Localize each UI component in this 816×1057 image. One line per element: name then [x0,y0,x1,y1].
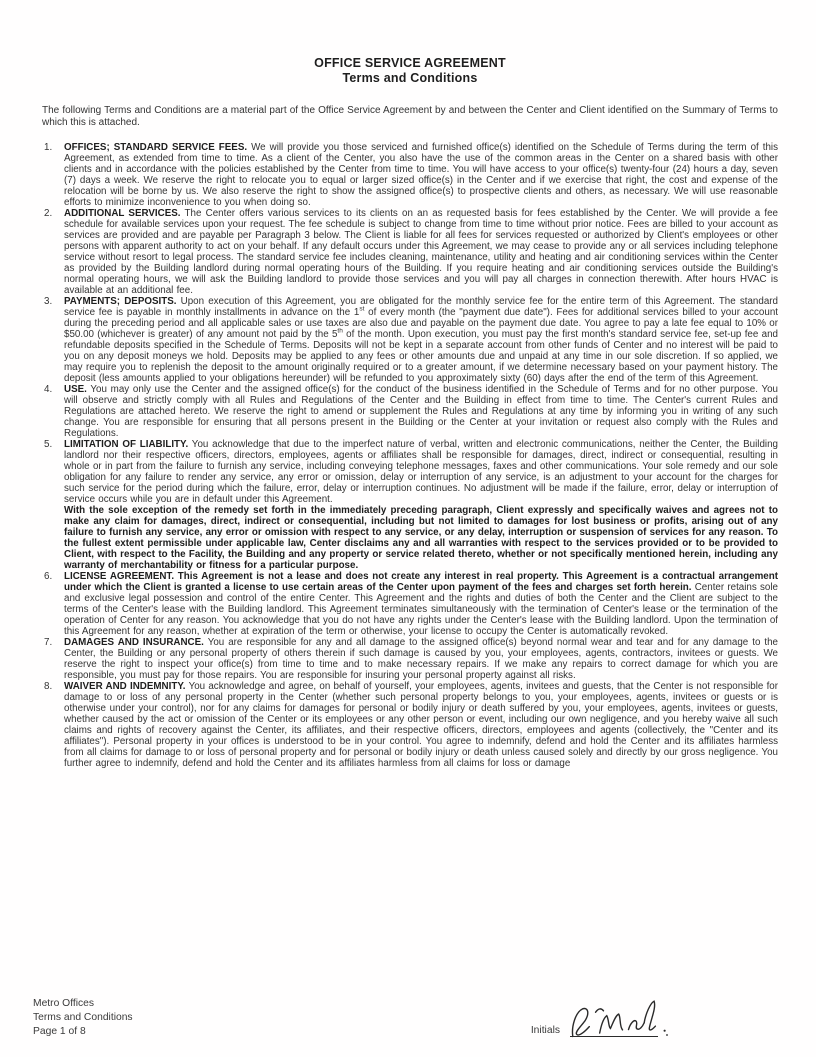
initials-signature-line [570,1024,658,1037]
section-number: 4. [44,384,53,396]
period-mark [666,1034,668,1036]
section-limitation-of-liability [42,439,778,571]
section-number: 2. [44,208,53,220]
section-number: 6. [44,571,53,583]
section-number: 8. [44,681,53,693]
intro-paragraph: The following Terms and Conditions are a material part of the Office Service Agreement by and between the Center and Client identified on the Summary of Terms to which this is attached. [42,105,778,128]
terms-sections-list [42,142,778,769]
footer-page-number: Page 1 of 8 [33,1026,86,1037]
section-paragraph: LICENSE AGREEMENT. This Agreement is not a lease and does not create any interest in real property. This Agreement is a contractual arrangement under which the Client is granted a license to use certain areas of the Center upon payment of the fees and charges set forth herein. Center retains sole and exclusive legal possession and control of the entire Center. This Agreement and the rights and duties of both the Center and the Client are subject to the terms of the Center's lease with the Building landlord. This Agreement terminates simultaneously with the termination of Center's lease or the termination of the operation of Center for any reason. You acknowledge that you do not have any rights under the Center's lease with the Building landlord. Upon the termination of this Agreement for any reason, whether at expiration of the term or otherwise, your license to occupy the Center is automatically revoked. [64,571,778,638]
section-offices-standard-service-fees [42,142,778,208]
title-line-1: OFFICE SERVICE AGREEMENT [314,56,506,70]
section-body [64,571,778,637]
section-body [64,142,778,208]
title-line-2: Terms and Conditions [342,71,478,85]
page-footer [33,997,778,1039]
section-additional-services [42,208,778,296]
section-paragraph: WAIVER AND INDEMNITY. You acknowledge and agree, on behalf of yourself, your employees, agents, invitees and guests, that the Center is not responsible for damage to or loss of any personal property in the Center (whether such personal property belongs to you, your employees, agents, invitees or guests or is otherwise under your control), nor for any claims for damages for personal or bodily injury or death suffered by you, your employees, agents, invitees or guests, whether caused by the act or omission of the Center or its employees or any other person or event, including our own negligence, and you hereby waive all such claims and rights of recovery against the Center, its affiliates, and their respective officers, directors, employees and agents (collectively, the "Center and its affiliates"). Personal property in your offices is understood to be in your control. You agree to indemnify, defend and hold the Center and its affiliates harmless from all claims for damage to or loss of personal property and for personal or bodily injury or death unless caused solely and directly by our gross negligence. You further agree to indemnify, defend and hold the Center and its affiliates harmless from all claims for loss or damage [64,681,778,770]
section-payments-deposits [42,296,778,384]
handwritten-initials-icon [565,995,675,1045]
section-body [64,296,778,384]
section-paragraph: LIMITATION OF LIABILITY. You acknowledge that due to the imperfect nature of verbal, written and electronic communications, neither the Center, the Building landlord nor their respective officers, directors, employees, agents or affiliates shall be responsible for damages, direct, indirect or consequential, resulting in whole or in part from the failure to furnish any service, including conveying telephone messages, faxes and other communications. Your sole remedy and our sole obligation for any failure to render any service, any error or omission, delay or interruption of any service, is an adjustment to your account for the charges for such service for the period during which the failure, error, delay or interruption continues. No adjustment will be made if the failure, error, delay or interruption of service occurs while you are in default under this Agreement. [64,439,778,506]
section-body [64,208,778,296]
section-paragraph: DAMAGES AND INSURANCE. You are responsible for any and all damage to the assigned office(s) beyond normal wear and tear and for any damage to the Center, the Building or any personal property of others therein if such damage is caused by you, your employees, agents, contractors, invitees or guests. We reserve the right to inspect your office(s) from time to time and to make necessary repairs. If we make any repairs to correct damage for which you are responsible, you must pay for those repairs. You are responsible for insuring your personal property against all risks. [64,637,778,682]
footer-company-name: Metro Offices [33,998,95,1009]
section-waiver-and-indemnity [42,681,778,769]
document-title [42,56,778,86]
section-use [42,384,778,439]
initials-block [531,1024,658,1037]
section-damages-and-insurance [42,637,778,681]
section-number: 3. [44,296,53,308]
section-body [64,439,778,571]
footer-document-name: Terms and Conditions [33,1012,133,1023]
section-number: 5. [44,439,53,451]
section-number: 7. [44,637,53,649]
footer-info [33,997,133,1039]
section-paragraph: ADDITIONAL SERVICES. The Center offers various services to its clients on an as requested basis for fees established by the Center. We will provide a fee schedule for available services upon your request. The fee schedule is subject to change from time to time without prior notice. Fees are billed to your account as services are provided and are payable per Paragraph 3 below. The Client is liable for all fees for services requested or authorized by Client's employees or other persons with apparent authority to act on your behalf. If any default occurs under this Agreement, we may cease to provide any or all services including telephone service without resort to legal process. The standard service fee includes cleaning, maintenance, utility and heating and air conditioning services within the Center as provided by the Building landlord during normal operating hours of the Building. If you require heating and air conditioning services outside the Building's normal operating hours, we will ask the Building landlord to provide those services and you will pay all charges in connection therewith. After hours HVAC is available at an additional fee. [64,208,779,297]
section-paragraph: OFFICES; STANDARD SERVICE FEES. We will provide you those serviced and furnished office(s) identified on the Schedule of Terms during the term of this Agreement, as extended from time to time. As a client of the Center, you also have the use of the common areas in the Center on a shared basis with other clients and in accordance with the policies established by the Center from time to time. You will have access to your office(s) twenty-four (24) hours a day, seven (7) days a week. We reserve the right to relocate you to equal or larger sized office(s) in the Center and if we exercise that right, the cost and expense of the relocation will be borne by us. We also reserve the right to show the assigned office(s) to prospective clients and others, as necessary. We will use reasonable efforts to minimize inconvenience to you when doing so. [64,142,778,209]
section-license-agreement [42,571,778,637]
section-body [64,384,778,439]
section-number: 1. [44,142,53,154]
initials-label: Initials [530,1025,560,1036]
section-body [64,681,778,769]
section-paragraph: USE. You may only use the Center and the assigned office(s) for the conduct of the business identified in the Schedule of Terms and for no other purpose. You will observe and strictly comply with all Rules and Regulations of the Center and the Building in effect from time to time. The Center's current Rules and Regulations are attached hereto. We reserve the right to amend or supplement the Rules and Regulations at any time by informing you in writing of any such change. You are responsible for ensuring that all persons present in the Building or the Center at your invitation or request also comply with the Rules and Regulations. [64,384,778,440]
section-body [64,637,778,681]
section-paragraph: PAYMENTS; DEPOSITS. Upon execution of this Agreement, you are obligated for the monthly service fee for the entire term of this Agreement. The standard service fee is payable in monthly installments in advance on the 1st of every month (the "payment due date"). Fees for additional services billed to your account during the preceding period and all applicable sales or use taxes are also due and payable on the payment due date. You agree to pay a late fee equal to 10% or $50.00 (whichever is greater) of any amount not paid by the 5th of the month. Upon execution, you must pay the first month's standard service fee, set-up fee and refundable deposits specified in the Schedule of Terms. Deposits will not be kept in a separate account from other funds of Center and no interest will be paid to you on any deposit moneys we hold. Deposits may be applied to any fees or other amounts due and unpaid at any time in our sole discretion. If so applied, we may require you to replenish the deposit to the amount originally required or to a greater amount, if we determine necessary based on your payment history. The deposit (less amounts applied to your obligations hereunder) will be refunded to you approximately sixty (60) days after the end of the term of this Agreement. [64,296,778,385]
section-paragraph: With the sole exception of the remedy set forth in the immediately preceding paragraph, Client expressly and specifically waives and agrees not to make any claim for damages, direct, indirect or consequential, including but not limited to damages for lost business or profits, arising out of any failure to furnish any service, any error or omission with respect to any service, or any delay, interruption or suspension of services for any reason. To the fullest extent permissible under applicable law, Center disclaims any and all warranties with respect to the services provided or to be provided to Client, with respect to the Facility, the Building and any property or service related thereto, whether or not specifically mentioned herein, including any warranty of merchantability or fitness for a particular purpose. [64,505,778,572]
